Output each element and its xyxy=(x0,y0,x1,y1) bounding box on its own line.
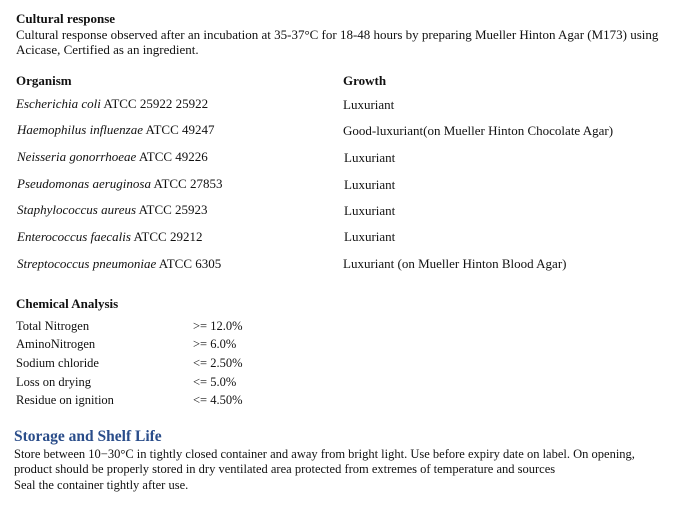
growth-value: Luxuriant xyxy=(344,203,396,218)
chemical-value: <= 5.0% xyxy=(193,375,237,389)
growth-value: Good-luxuriant(on Mueller Hinton Chocolate Agar) xyxy=(343,123,614,138)
organism-row xyxy=(17,202,208,218)
chemical-value: <= 4.50% xyxy=(193,393,243,407)
cultural-response-heading: Cultural response xyxy=(16,11,116,26)
chemical-value: >= 6.0% xyxy=(193,337,237,351)
organism-row xyxy=(17,122,215,138)
organism-strain: ATCC 6305 xyxy=(156,256,222,271)
chemical-label: Sodium chloride xyxy=(16,356,99,370)
organism-strain: ATCC 29212 xyxy=(130,229,203,244)
chemical-value: >= 12.0% xyxy=(193,319,243,333)
growth-value: Luxuriant xyxy=(344,177,396,192)
cultural-response-text-line2: Acicase, Certified as an ingredient. xyxy=(16,42,199,57)
chemical-value: <= 2.50% xyxy=(193,356,243,370)
organism-name: Neisseria gonorrhoeae xyxy=(17,149,137,164)
organism-strain: ATCC 49247 xyxy=(143,122,215,137)
organism-strain: ATCC 25923 xyxy=(136,202,208,217)
organism-name: Streptococcus pneumoniae xyxy=(17,256,157,271)
organism-name: Escherichia coli xyxy=(16,96,101,111)
organism-strain: ATCC 49226 xyxy=(136,149,208,164)
storage-text-line3: Seal the container tightly after use. xyxy=(14,478,189,492)
organism-row xyxy=(17,149,208,165)
chemical-label: Residue on ignition xyxy=(16,393,114,407)
organism-row xyxy=(17,229,202,245)
organism-name: Staphylococcus aureus xyxy=(17,202,137,217)
growth-value: Luxuriant xyxy=(344,150,396,165)
organism-strain: ATCC 27853 xyxy=(150,176,223,191)
chemical-label: Total Nitrogen xyxy=(16,319,90,333)
organism-name: Pseudomonas aeruginosa xyxy=(17,176,151,191)
organism-name: Haemophilus influenzae xyxy=(17,122,144,137)
growth-value: Luxuriant xyxy=(344,229,396,244)
organism-row xyxy=(16,96,208,112)
growth-value: Luxuriant (on Mueller Hinton Blood Agar) xyxy=(343,256,567,271)
organism-strain: ATCC 25922 25922 xyxy=(100,96,209,111)
chemical-label: AminoNitrogen xyxy=(16,337,96,351)
cultural-response-text-line1: Cultural response observed after an incubation at 35-37°C for 18-48 hours by preparing Mueller Hinton Agar (M173) using xyxy=(16,27,659,42)
growth-value: Luxuriant xyxy=(343,97,395,112)
storage-text-line2: product should be properly stored in dry ventilated area protected from extremes of temperature and sources xyxy=(14,462,556,476)
organism-name: Enterococcus faecalis xyxy=(17,229,131,244)
growth-column-header: Growth xyxy=(343,73,387,88)
organism-row xyxy=(17,176,222,192)
storage-heading: Storage and Shelf Life xyxy=(14,428,162,445)
chemical-label: Loss on drying xyxy=(16,375,91,389)
organism-column-header: Organism xyxy=(16,73,72,88)
organism-row xyxy=(17,256,221,272)
chemical-analysis-heading: Chemical Analysis xyxy=(16,296,119,311)
storage-text-line1: Store between 10−30°C in tightly closed container and away from bright light. Use before expiry date on label. On opening, xyxy=(14,447,635,461)
